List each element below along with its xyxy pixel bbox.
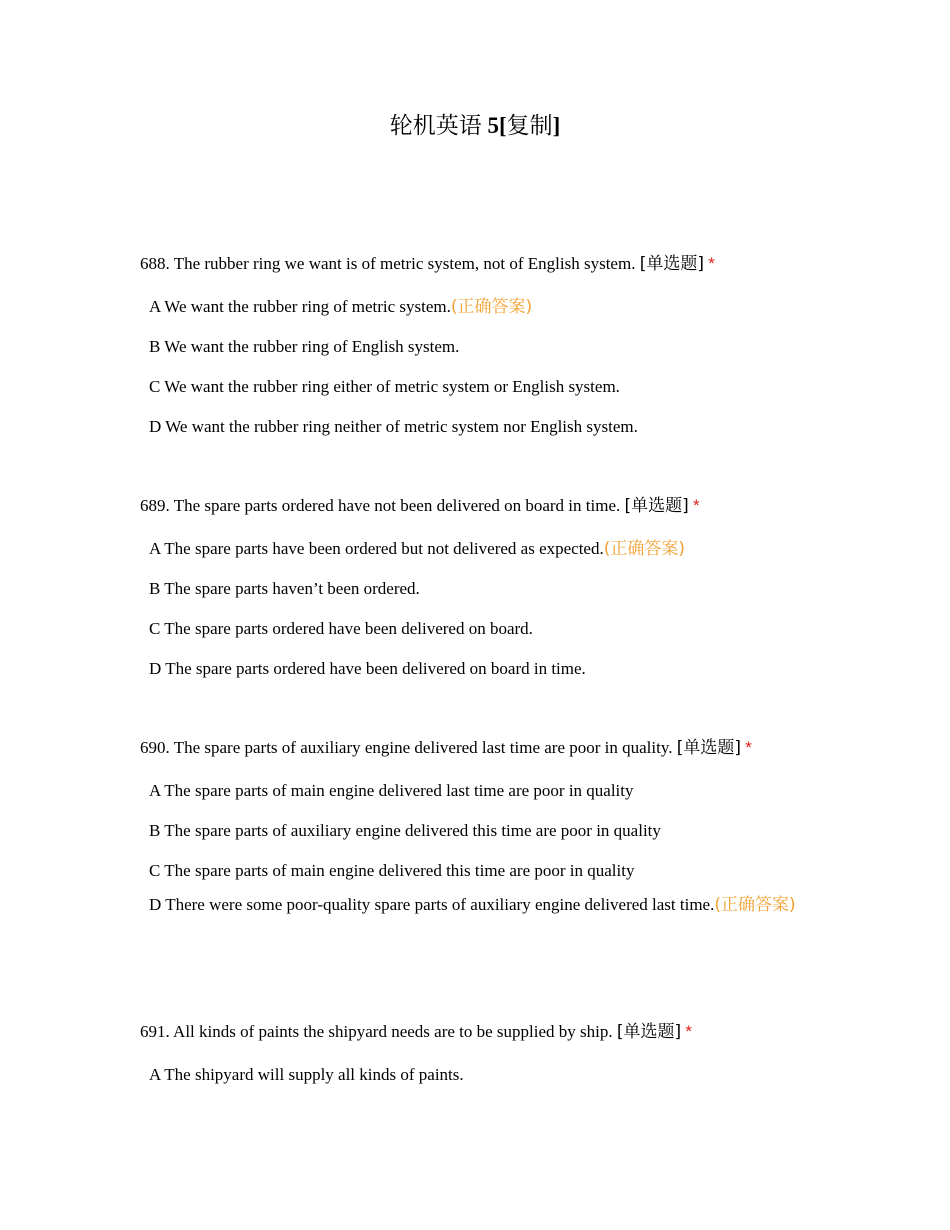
question-type-label: [单选题] [616, 1022, 682, 1042]
option-b[interactable]: B The spare parts of auxiliary engine delivered this time are poor in quality [149, 821, 661, 840]
page-title [0, 110, 950, 142]
required-star: * [685, 1022, 693, 1041]
question-689 [140, 490, 810, 696]
title-close-bracket: ] [552, 113, 561, 138]
required-star: * [708, 254, 715, 273]
question-text: 691. All kinds of paints the shipyard needs are to be supplied by ship. [单选题] * [140, 1022, 693, 1042]
correct-answer-label: (正确答案) [450, 297, 533, 317]
option-a[interactable]: A The shipyard will supply all kinds of paints. [149, 1065, 464, 1084]
question-688 [140, 248, 810, 454]
title-copy: 复制 [506, 113, 553, 138]
option-b[interactable]: B We want the rubber ring of English system. [149, 337, 460, 356]
options-list [140, 536, 810, 682]
option-d[interactable]: D We want the rubber ring neither of metric system nor English system. [149, 417, 638, 436]
required-star: * [745, 738, 752, 757]
question-type-label: [单选题] [676, 738, 742, 758]
option-a[interactable]: A We want the rubber ring of metric system.(正确答案) [149, 297, 533, 317]
option-d[interactable]: D There were some poor-quality spare parts of auxiliary engine delivered last time.(正确答案) [149, 895, 796, 915]
title-cn: 轮机英语 [389, 113, 482, 138]
option-a[interactable]: A The spare parts of main engine delivered last time are poor in quality [149, 781, 634, 800]
question-text: 689. The spare parts ordered have not been delivered on board in time. [单选题] * [140, 496, 700, 516]
question-text: 688. The rubber ring we want is of metric system, not of English system. [单选题] * [140, 254, 715, 274]
option-c[interactable]: C The spare parts of main engine delivered this time are poor in quality [149, 861, 635, 880]
options-list [140, 778, 810, 918]
required-star: * [693, 496, 700, 515]
option-a[interactable]: A The spare parts have been ordered but not delivered as expected.(正确答案) [149, 539, 685, 559]
option-c[interactable]: C We want the rubber ring either of metric system or English system. [149, 377, 620, 396]
options-list [140, 294, 810, 440]
options-list [140, 1062, 810, 1088]
question-691 [140, 1016, 810, 1102]
correct-answer-label: (正确答案) [603, 539, 685, 559]
option-c[interactable]: C The spare parts ordered have been delivered on board. [149, 619, 533, 638]
title-number: 5[ [487, 113, 507, 138]
correct-answer-label: (正确答案) [714, 895, 796, 915]
option-d[interactable]: D The spare parts ordered have been delivered on board in time. [149, 659, 586, 678]
question-type-label: [单选题] [624, 496, 689, 516]
option-b[interactable]: B The spare parts haven’t been ordered. [149, 579, 420, 598]
question-690 [140, 732, 810, 918]
question-text: 690. The spare parts of auxiliary engine delivered last time are poor in quality. [单选题] * [140, 738, 752, 758]
question-type-label: [单选题] [639, 254, 704, 274]
